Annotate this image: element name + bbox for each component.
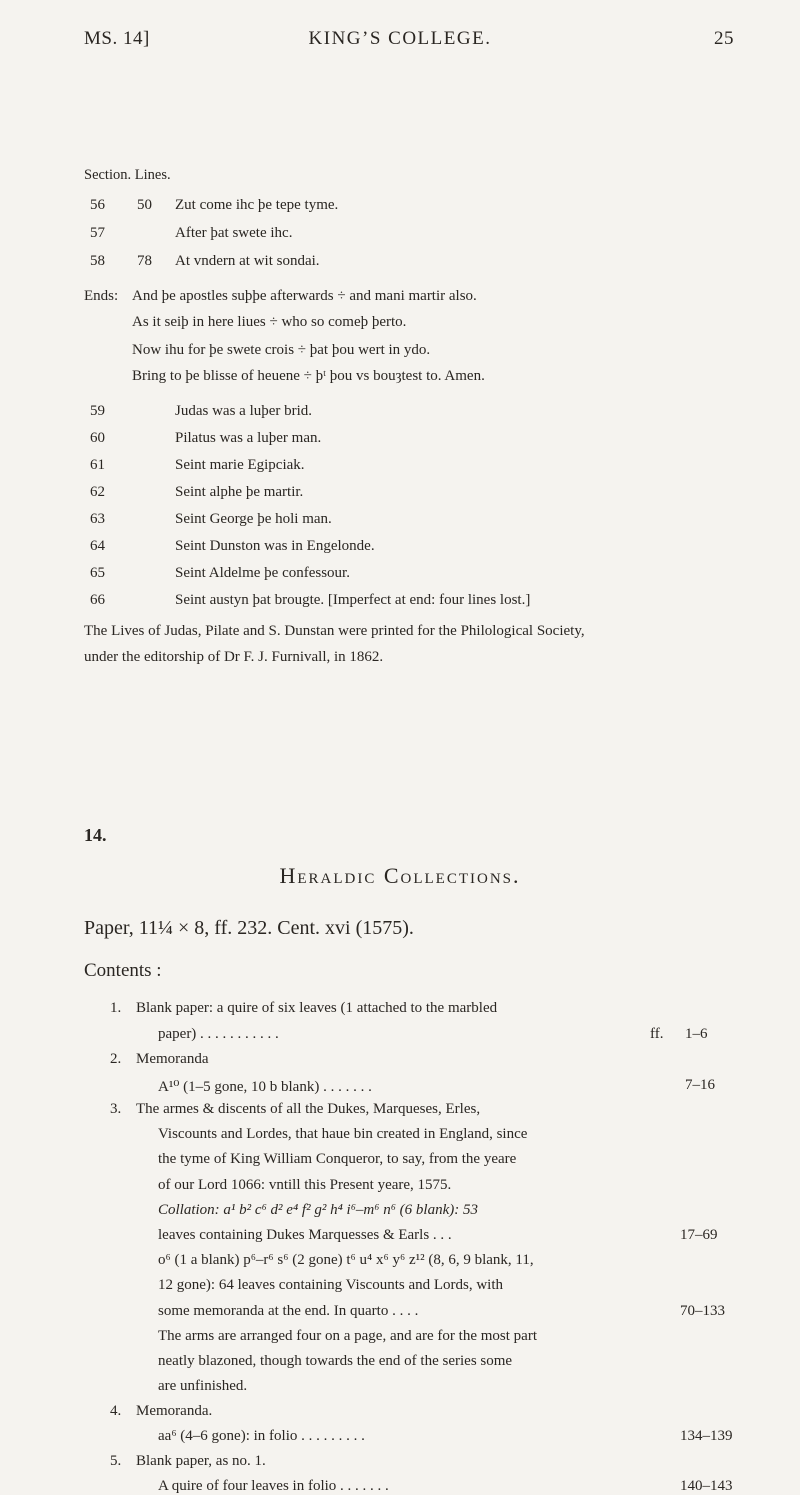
note-line: under the editorship of Dr F. J. Furnivall, in 1862. xyxy=(84,649,384,665)
paper-description: Paper, 11¼ × 8, ff. 232. Cent. xvi (1575). xyxy=(84,917,414,939)
item-line: The arms are arranged four on a page, and are for the most part xyxy=(158,1328,537,1344)
life-number: 64 xyxy=(90,538,105,554)
section-text: After þat swete ihc. xyxy=(175,225,293,241)
life-text: Seint George þe holi man. xyxy=(175,511,332,527)
item-line: A quire of four leaves in folio . . . . . . . xyxy=(158,1478,389,1494)
section-text: At vndern at wit sondai. xyxy=(175,253,320,269)
item-line: Memoranda xyxy=(136,1051,209,1067)
line-number: 50 xyxy=(137,197,152,213)
item-number: 5. xyxy=(110,1453,122,1469)
life-text: Seint alphe þe martir. xyxy=(175,484,304,500)
item-line: of our Lord 1066: vntill this Present yeare, 1575. xyxy=(158,1177,452,1193)
ends-line: Now ihu for þe swete crois ÷ þat þou wert in ydo. xyxy=(132,342,431,358)
item-line: o⁶ (1 a blank) p⁶–r⁶ s⁶ (2 gone) t⁶ u⁴ x⁶ y⁶ z¹² (8, 6, 9 blank, 11, xyxy=(158,1252,534,1268)
life-number: 62 xyxy=(90,484,105,500)
life-number: 61 xyxy=(90,457,105,473)
life-number: 66 xyxy=(90,592,105,608)
header-right: 25 xyxy=(714,28,734,49)
ends-label: Ends: xyxy=(84,288,119,304)
item-number: 2. xyxy=(110,1051,122,1067)
ends-line: And þe apostles suþþe afterwards ÷ and mani martir also. xyxy=(132,288,477,304)
item-line: are unfinished. xyxy=(158,1378,248,1394)
life-text: Seint austyn þat brougte. [Imperfect at end: four lines lost.] xyxy=(175,592,531,608)
item-line: 12 gone): 64 leaves containing Viscounts and Lords, with xyxy=(158,1277,504,1293)
life-text: Pilatus was a luþer man. xyxy=(175,430,322,446)
collation-line: Collation: a¹ b² c⁶ d² e⁴ f² g² h⁴ i⁶–m⁶ n⁶ (6 blank): 53 xyxy=(158,1202,478,1218)
section-title: Heraldic Collections. xyxy=(279,863,521,888)
folio-range: 1–6 xyxy=(685,1026,708,1042)
section-number: 57 xyxy=(90,225,105,241)
folio-range: 70–133 xyxy=(680,1303,725,1319)
section-number: 58 xyxy=(90,253,105,269)
folio-range: 140–143 xyxy=(680,1478,733,1494)
life-number: 60 xyxy=(90,430,105,446)
item-line: Blank paper, as no. 1. xyxy=(136,1453,266,1469)
folio-range: 134–139 xyxy=(680,1428,733,1444)
section-text: Zut come ihc þe tepe tyme. xyxy=(175,197,339,213)
item-number: 3. xyxy=(110,1101,122,1117)
item-line: leaves containing Dukes Marquesses & Earls . . . xyxy=(158,1227,452,1243)
life-text: Judas was a luþer brid. xyxy=(175,403,313,419)
item-number: 4. xyxy=(110,1403,122,1419)
item-line: Viscounts and Lordes, that haue bin created in England, since xyxy=(158,1126,528,1142)
life-text: Seint Dunston was in Engelonde. xyxy=(175,538,375,554)
item-line: the tyme of King William Conqueror, to say, from the yeare xyxy=(158,1151,517,1167)
folio-range: 17–69 xyxy=(680,1227,718,1243)
header-center: KING’S COLLEGE. xyxy=(308,28,492,49)
life-number: 59 xyxy=(90,403,105,419)
line-number: 78 xyxy=(137,253,152,269)
section-number: 56 xyxy=(90,197,105,213)
item-line: A¹⁰ (1–5 gone, 10 b blank) . . . . . . . xyxy=(158,1079,372,1095)
life-number: 65 xyxy=(90,565,105,581)
item-number: 1. xyxy=(110,1000,122,1016)
life-text: Seint Aldelme þe confessour. xyxy=(175,565,350,581)
life-text: Seint marie Egipciak. xyxy=(175,457,305,473)
item-line: Blank paper: a quire of six leaves (1 attached to the marbled xyxy=(136,1000,498,1016)
ends-line: As it seiþ in here liues ÷ who so comeþ þerto. xyxy=(132,314,407,330)
note-line: The Lives of Judas, Pilate and S. Dunstan were printed for the Philological Society, xyxy=(84,623,585,639)
ff-label: ff. xyxy=(650,1026,664,1042)
folio-range: 7–16 xyxy=(685,1077,715,1093)
item-line: Memoranda. xyxy=(136,1403,213,1419)
contents-heading: Contents : xyxy=(84,960,162,981)
item-line: aa⁶ (4–6 gone): in folio . . . . . . . . . xyxy=(158,1428,365,1444)
section-lines-header: Section. Lines. xyxy=(84,167,171,183)
item-line: some memoranda at the end. In quarto . . . . xyxy=(158,1303,419,1319)
section-number-14: 14. xyxy=(84,825,107,845)
life-number: 63 xyxy=(90,511,105,527)
ends-line: Bring to þe blisse of heuene ÷ þᵗ þou vs bouȝtest to. Amen. xyxy=(132,368,485,384)
item-line: The armes & discents of all the Dukes, Marqueses, Erles, xyxy=(136,1101,481,1117)
item-line: paper) . . . . . . . . . . . xyxy=(158,1026,279,1042)
item-line: neatly blazoned, though towards the end of the series some xyxy=(158,1353,513,1369)
header-left: MS. 14] xyxy=(84,28,150,49)
